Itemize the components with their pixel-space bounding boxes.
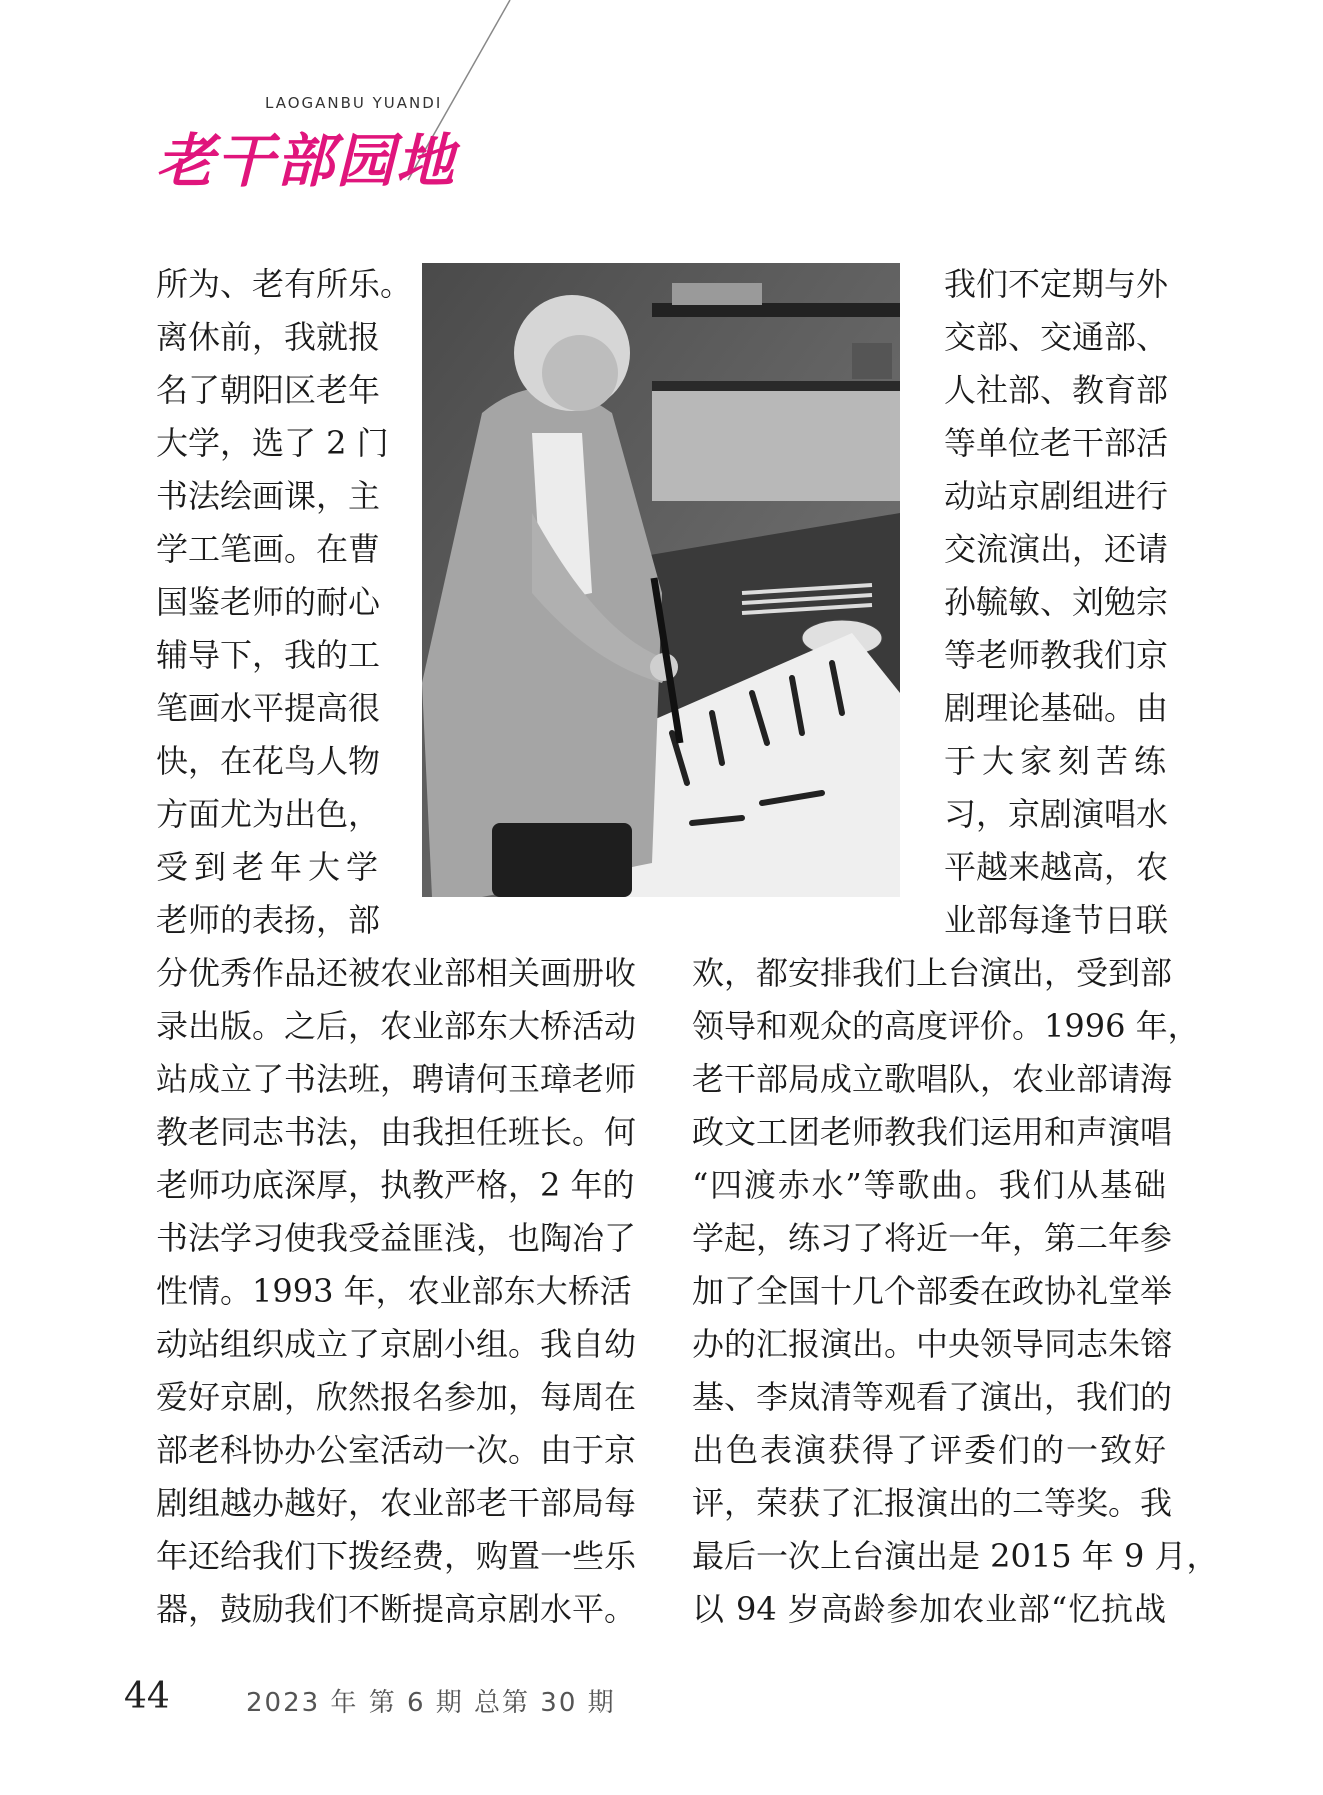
text-line: 大学，选了 2 门 xyxy=(156,424,389,462)
text-line: “四渡赤水”等歌曲。我们从基础 xyxy=(692,1166,1166,1204)
text-line: 以 94 岁高龄参加农业部“忆抗战 xyxy=(692,1590,1166,1628)
page-number: 44 xyxy=(124,1676,170,1717)
text-line: 领导和观众的高度评价。1996 年， xyxy=(692,1007,1200,1045)
text-line: 性情。1993 年，农业部东大桥活 xyxy=(156,1272,632,1310)
text-line: 动站组织成立了京剧小组。我自幼 xyxy=(156,1325,637,1363)
text-line: 受到老年大学 xyxy=(156,848,378,886)
text-line: 辅导下，我的工 xyxy=(156,636,381,674)
text-line: 剧组越办越好，农业部老干部局每 xyxy=(156,1484,637,1522)
text-line: 平越来越高，农 xyxy=(944,848,1169,886)
issue-info: 2023 年 第 6 期 总第 30 期 xyxy=(246,1688,616,1718)
text-line: 快，在花鸟人物 xyxy=(156,742,381,780)
text-line: 习，京剧演唱水 xyxy=(944,795,1169,833)
text-line: 爱好京剧，欣然报名参加，每周在 xyxy=(156,1378,637,1416)
text-line: 评，荣获了汇报演出的二等奖。我 xyxy=(692,1484,1173,1522)
text-line: 办的汇报演出。中央领导同志朱镕 xyxy=(692,1325,1173,1363)
text-line: 方面尤为出色， xyxy=(156,795,381,833)
text-line: 国鉴老师的耐心 xyxy=(156,583,381,621)
text-line: 教老同志书法，由我担任班长。何 xyxy=(156,1113,637,1151)
column-subtitle: LAOGANBU YUANDI xyxy=(265,94,443,112)
text-line: 出色表演获得了评委们的一致好 xyxy=(692,1431,1166,1469)
text-line: 老师的表扬，部 xyxy=(156,901,381,939)
text-line: 书法学习使我受益匪浅，也陶冶了 xyxy=(156,1219,637,1257)
text-line: 业部每逢节日联 xyxy=(944,901,1169,939)
text-line: 学起，练习了将近一年，第二年参 xyxy=(692,1219,1173,1257)
text-line: 孙毓敏、刘勉宗 xyxy=(944,583,1169,621)
text-line: 政文工团老师教我们运用和声演唱 xyxy=(692,1113,1173,1151)
text-line: 我们不定期与外 xyxy=(944,265,1169,303)
text-line: 交流演出，还请 xyxy=(944,530,1169,568)
text-line: 所为、老有所乐。 xyxy=(156,265,413,303)
text-line: 最后一次上台演出是 2015 年 9 月， xyxy=(692,1537,1219,1575)
column-title: 老干部园地 xyxy=(156,127,457,195)
text-line: 加了全国十几个部委在政协礼堂举 xyxy=(692,1272,1173,1310)
text-line: 器，鼓励我们不断提高京剧水平。 xyxy=(156,1590,637,1628)
text-line: 笔画水平提高很 xyxy=(156,689,381,727)
text-line: 离休前，我就报 xyxy=(156,318,381,356)
text-line: 等单位老干部活 xyxy=(944,424,1169,462)
text-line: 于大家刻苦练 xyxy=(944,742,1166,780)
text-line: 分优秀作品还被农业部相关画册收 xyxy=(156,954,637,992)
text-line: 老干部局成立歌唱队，农业部请海 xyxy=(692,1060,1173,1098)
text-line: 站成立了书法班，聘请何玉璋老师 xyxy=(156,1060,637,1098)
photo-elderly-woman-calligraphy xyxy=(422,263,900,897)
text-line: 等老师教我们京 xyxy=(944,636,1169,674)
text-line: 基、李岚清等观看了演出，我们的 xyxy=(692,1378,1173,1416)
text-line: 部老科协办公室活动一次。由于京 xyxy=(156,1431,637,1469)
text-line: 人社部、教育部 xyxy=(944,371,1169,409)
text-line: 交部、交通部、 xyxy=(944,318,1169,356)
text-line: 年还给我们下拨经费，购置一些乐 xyxy=(156,1537,637,1575)
text-line: 名了朝阳区老年 xyxy=(156,371,381,409)
text-line: 剧理论基础。由 xyxy=(944,689,1169,727)
text-line: 录出版。之后，农业部东大桥活动 xyxy=(156,1007,637,1045)
text-line: 老师功底深厚，执教严格，2 年的 xyxy=(156,1166,635,1204)
text-line: 动站京剧组进行 xyxy=(944,477,1169,515)
text-line: 欢，都安排我们上台演出，受到部 xyxy=(692,954,1173,992)
text-line: 书法绘画课，主 xyxy=(156,477,381,515)
text-line: 学工笔画。在曹 xyxy=(156,530,381,568)
